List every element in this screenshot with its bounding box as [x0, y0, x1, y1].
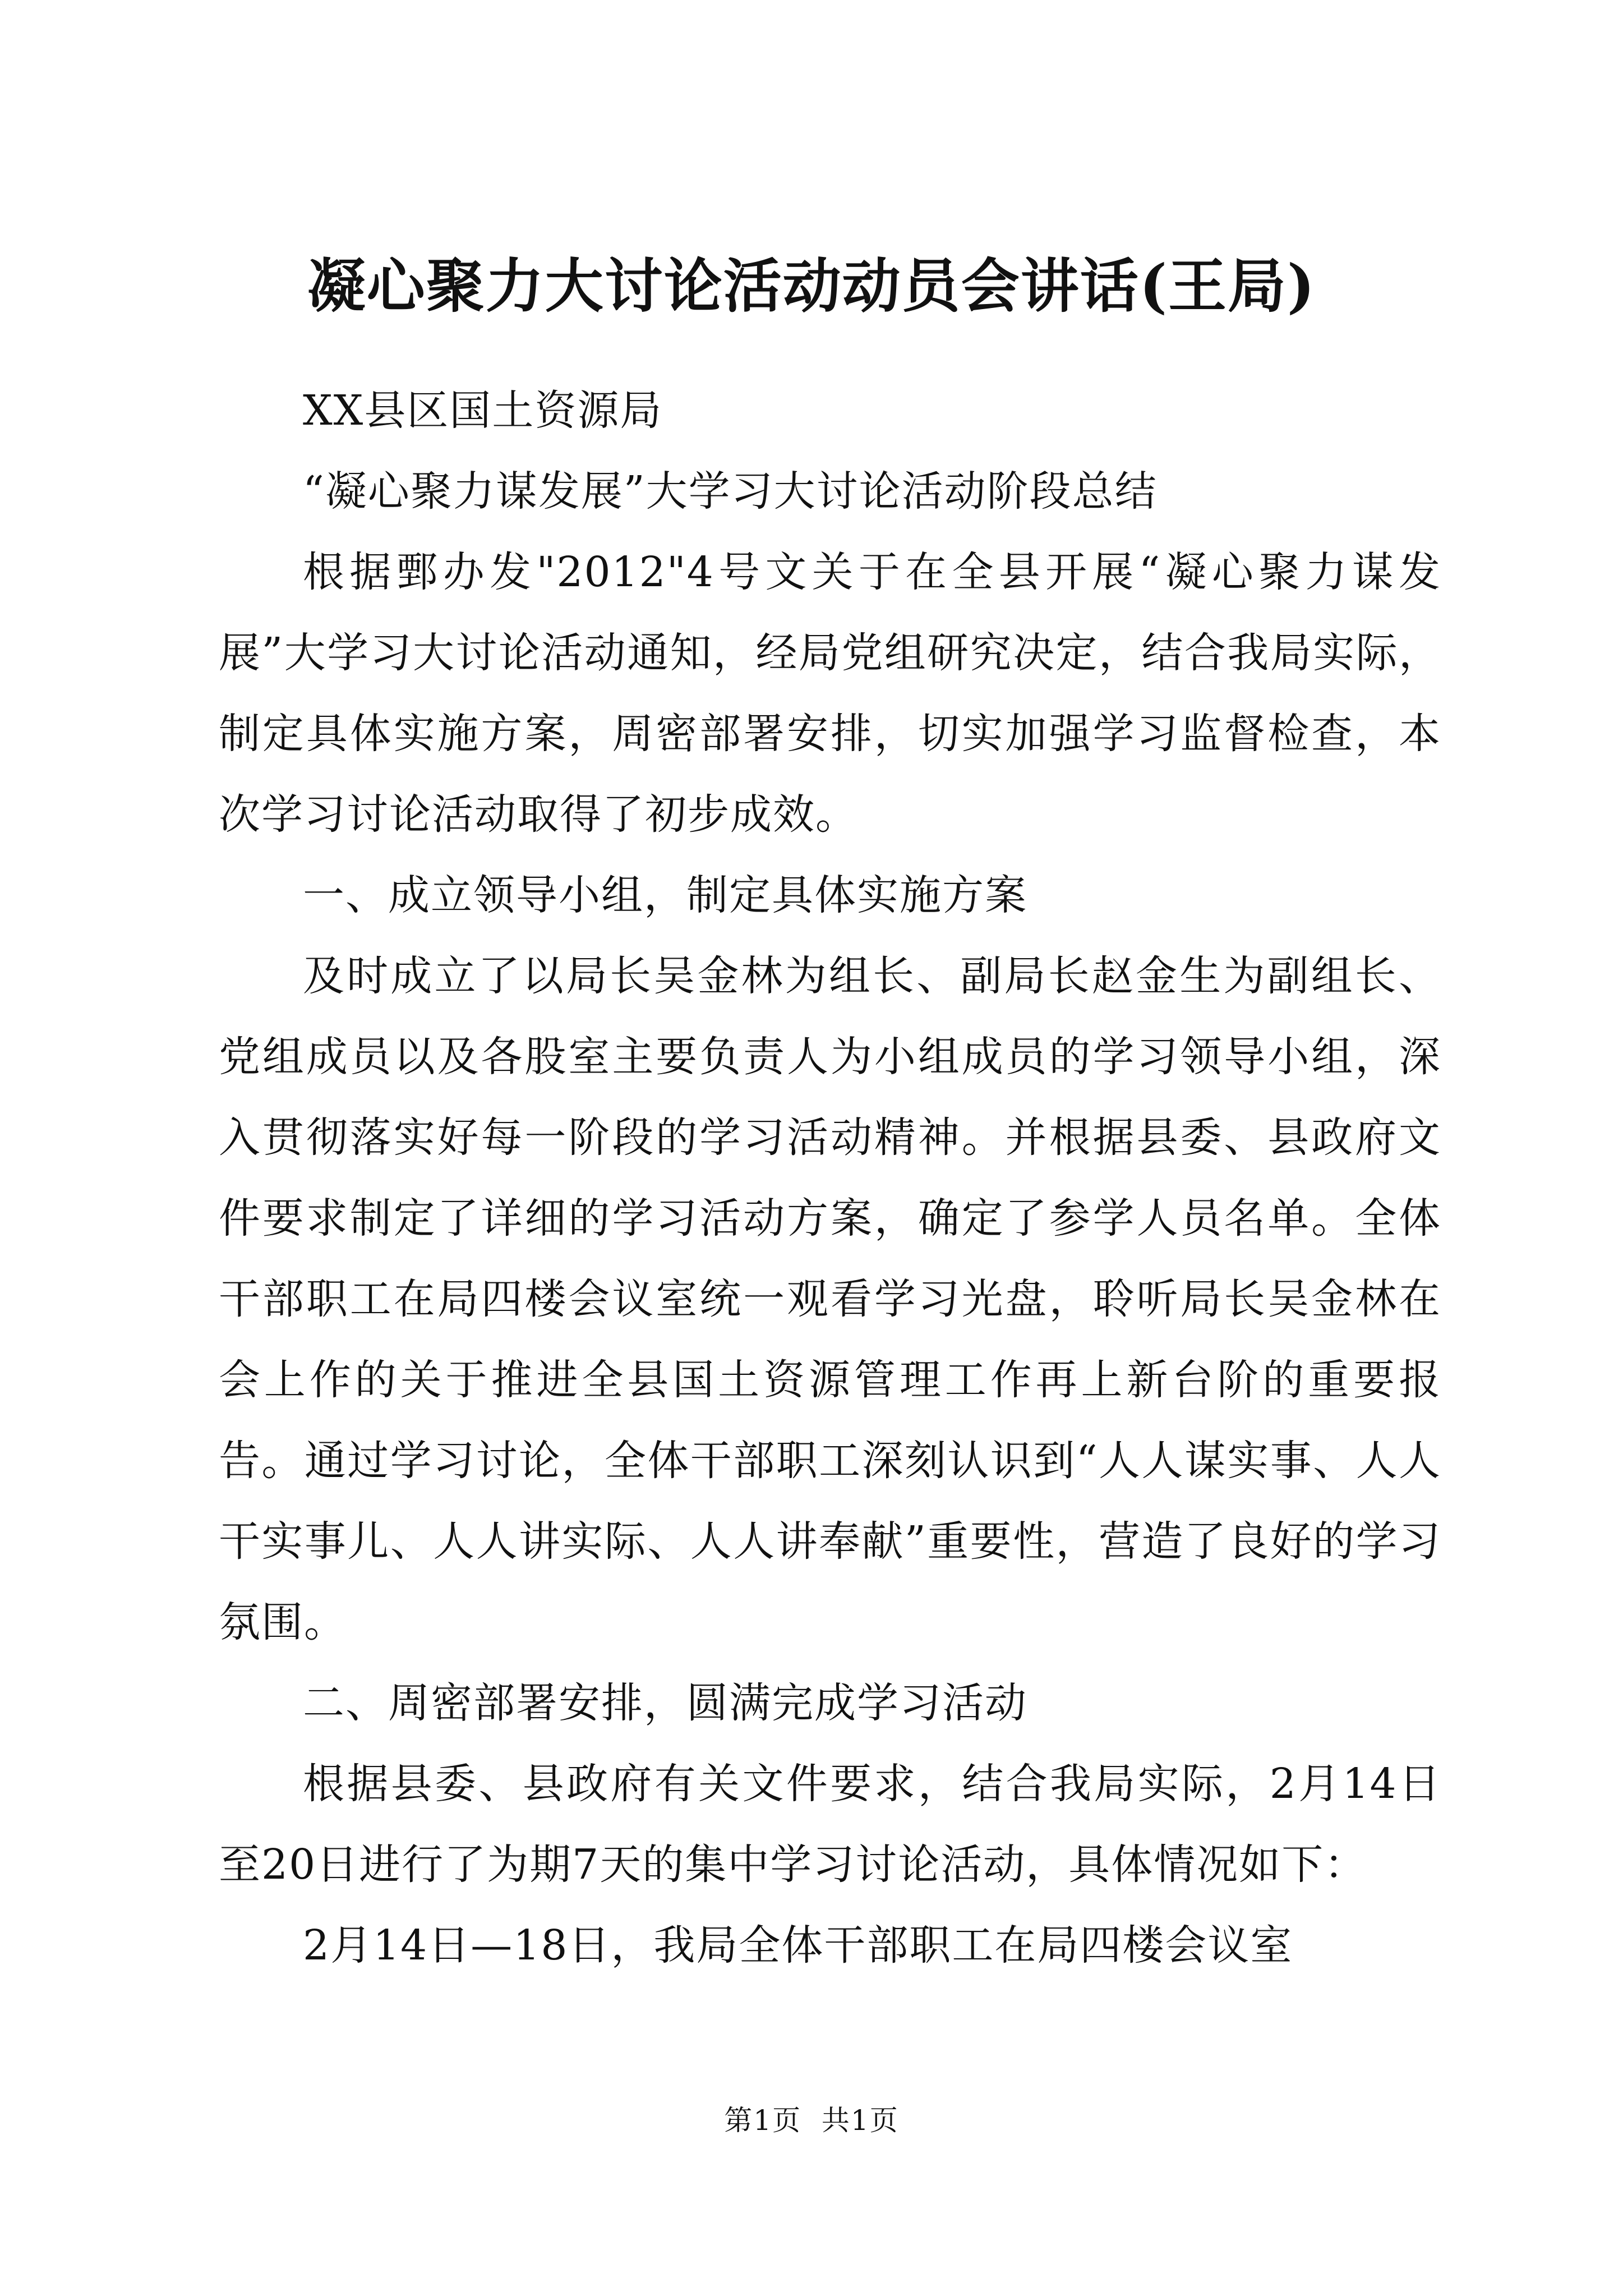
- document-body: [219, 370, 1441, 1986]
- section-2-paragraph: 根据县委、县政府有关文件要求，结合我局实际，2月14日至20日进行了为期7天的集中学习讨论活动，具体情况如下：: [219, 1760, 1441, 1889]
- section-2-schedule-paragraph: 2月14日—18日，我局全体干部职工在局四楼会议室: [303, 1921, 1293, 1970]
- document-title: 凝心聚力大讨论活动动员会讲话(王局): [307, 251, 1316, 320]
- subtitle-line: “凝心聚力谋发展”大学习大讨论活动阶段总结: [303, 467, 1158, 516]
- section-heading-2: 二、周密部署安排，圆满完成学习活动: [303, 1679, 1027, 1727]
- issuer-line: XX县区国土资源局: [303, 386, 663, 435]
- section-1-paragraph: 及时成立了以局长吴金林为组长、副局长赵金生为副组长、党组成员以及各股室主要负责人为小组成员的学习领导小组，深入贯彻落实好每一阶段的学习活动精神。并根据县委、县政府文件要求制定了详细的学习活动方案，确定了参学人员名单。全体干部职工在局四楼会议室统一观看学习光盘，聆听局长吴金林在会上作的关于推进全县国土资源管理工作再上新台阶的重要报告。通过学习讨论，全体干部职工深刻认识到“人人谋实事、人人干实事儿、人人讲实际、人人讲奉献”重要性，营造了良好的学习氛围。: [219, 952, 1441, 1646]
- intro-paragraph: 根据鄄办发"2012"4号文关于在全县开展“凝心聚力谋发展”大学习大讨论活动通知，经局党组研究决定，结合我局实际，制定具体实施方案，周密部署安排，切实加强学习监督检查，本次学习讨论活动取得了初步成效。: [219, 548, 1441, 839]
- section-heading-1: 一、成立领导小组，制定具体实施方案: [303, 871, 1027, 919]
- page-footer: 第1页 共1页: [724, 2104, 899, 2137]
